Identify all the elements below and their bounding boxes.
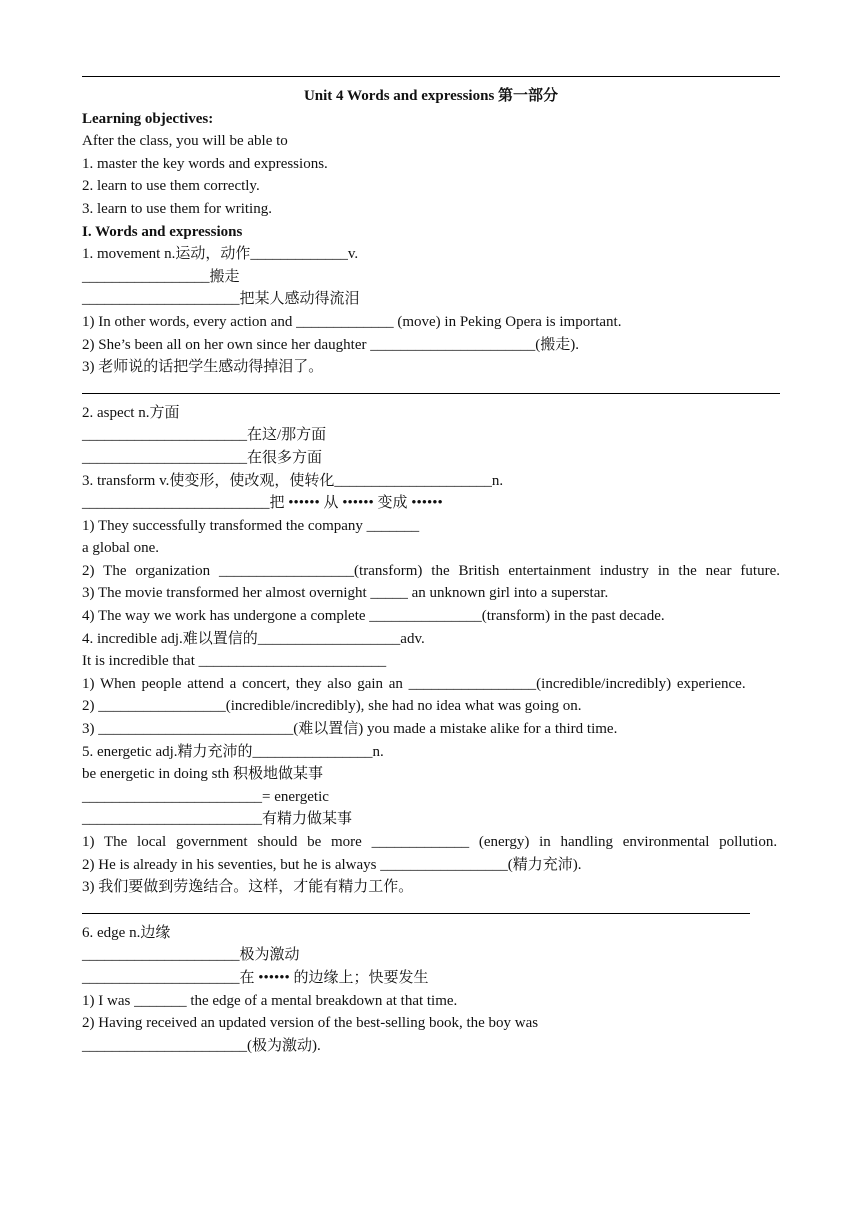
section-heading: I. Words and expressions (82, 223, 243, 240)
exercise-sentence: 2) The organization __________________(transform) the British entertainment industry in the near future. (82, 562, 780, 579)
blank-phrase: ________________________= energetic (82, 788, 329, 805)
exercise-sentence-continued: a global one. (82, 540, 160, 557)
top-rule (82, 76, 780, 77)
blank-phrase: ______________________在这/那方面 (82, 427, 327, 444)
exercise-sentence: 2) Having received an updated version of the best-selling book, the boy was (82, 1015, 539, 1032)
exercise-sentence: 2) She’s been all on her own since her daughter ______________________(搬走). (82, 336, 579, 353)
exercise-sentence: 1) When people attend a concert, they also gain an _________________(incredible/incredibly) experience. (82, 675, 746, 692)
blank-phrase: It is incredible that _________________________ (82, 653, 387, 670)
exercise-sentence: 3) __________________________(难以置信) you made a mistake alike for a third time. (82, 721, 618, 738)
exercise-sentence: 2) _________________(incredible/incredibly), she had no idea what was going on. (82, 698, 582, 715)
blank-phrase: _________________搬走 (82, 268, 240, 285)
page-title: Unit 4 Words and expressions 第一部分 (303, 88, 559, 104)
exercise-sentence: 2) He is already in his seventies, but he is always _________________(精力充沛). (82, 856, 582, 873)
answer-line (82, 899, 750, 914)
blank-phrase: _________________________把 •••••• 从 •••••• 变成 •••••• (82, 495, 443, 512)
translation-prompt: 3) 我们要做到劳逸结合。这样，才能有精力工作。 (82, 879, 414, 896)
exercise-sentence: 1) They successfully transformed the company _______ (82, 517, 420, 534)
blank-phrase: _____________________把某人感动得流泪 (82, 291, 360, 308)
phrase-line: be energetic in doing sth 积极地做某事 (82, 766, 323, 783)
blank-phrase: ________________________有精力做某事 (82, 811, 353, 828)
exercise-sentence: 1) In other words, every action and _____________ (move) in Peking Opera is important. (82, 313, 622, 330)
vocab-entry-movement: 1. movement n.运动，动作_____________v. (82, 246, 359, 263)
exercise-sentence: 1) The local government should be more _____________ (energy) in handling environmental pollution. (82, 834, 778, 850)
exercise-sentence: 1) I was _______ the edge of a mental breakdown at that time. (82, 992, 458, 1009)
exercise-sentence: 4) The way we work has undergone a complete _______________(transform) in the past decade. (82, 608, 665, 625)
blank-phrase: _____________________极为激动 (82, 947, 300, 964)
blank-phrase: ______________________在很多方面 (82, 449, 323, 466)
exercise-sentence: 3) The movie transformed her almost overnight _____ an unknown girl into a superstar. (82, 585, 609, 602)
blank-phrase: _____________________在 •••••• 的边缘上；快要发生 (82, 969, 429, 986)
objective-item: 2. learn to use them correctly. (82, 178, 260, 195)
worksheet-page (82, 76, 780, 1057)
objective-item: 1. master the key words and expressions. (82, 155, 328, 172)
objectives-intro: After the class, you will be able to (82, 133, 288, 150)
vocab-entry-edge: 6. edge n.边缘 (82, 924, 171, 941)
exercise-sentence-continued: ______________________(极为激动). (82, 1037, 321, 1054)
vocab-entry-transform: 3. transform v.使变形，使改观，使转化_____________________n. (82, 472, 504, 489)
vocab-entry-energetic: 5. energetic adj.精力充沛的________________n. (82, 743, 384, 760)
answer-line (82, 379, 780, 394)
vocab-entry-aspect: 2. aspect n.方面 (82, 404, 180, 421)
objective-item: 3. learn to use them for writing. (82, 200, 272, 217)
translation-prompt: 3) 老师说的话把学生感动得掉泪了。 (82, 359, 324, 376)
objectives-heading: Learning objectives: (82, 110, 214, 127)
vocab-entry-incredible: 4. incredible adj.难以置信的___________________adv. (82, 630, 425, 647)
